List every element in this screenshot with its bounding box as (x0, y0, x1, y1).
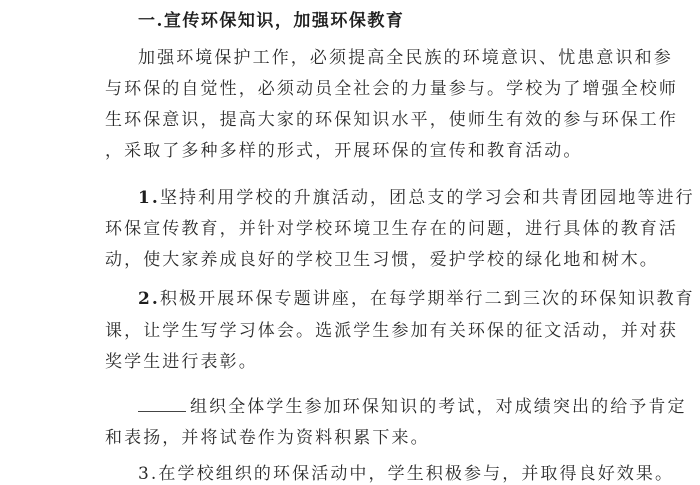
cut-off-line: 3.在学校组织的环保活动中，学生积极参与，并取得良好效果。 (138, 464, 675, 484)
cut-off-line-clip (0, 458, 700, 484)
list-number: 2. (138, 289, 160, 309)
paragraph-line: 与环保的自觉性，必须动员全社会的力量参与。学校为了增强全校师 (105, 79, 678, 99)
paragraph-line: 环保宣传教育，并针对学校环境卫生存在的问题，进行具体的教育活 (105, 219, 678, 239)
paragraph-line: 课，让学生写学习体会。选派学生参加有关环保的征文活动，并对获 (105, 321, 678, 341)
list-text: 坚持利用学校的升旗活动，团总支的学习会和共青团园地等进行 (159, 188, 695, 208)
list-text: 组织全体学生参加环保知识的考试，对成绩突出的给予肯定 (190, 397, 687, 417)
section-heading: 一.宣传环保知识，加强环保教育 (138, 11, 405, 31)
list-item-2-line (138, 288, 695, 310)
list-item-1-line (138, 187, 695, 209)
paragraph-line: 动，使大家养成良好的学校卫生习惯，爱护学校的绿化地和树木。 (105, 250, 659, 270)
paragraph-line: 和表扬，并将试卷作为资料积累下来。 (105, 428, 430, 448)
fill-in-blank (138, 397, 186, 412)
paragraph-line: ，采取了多种多样的形式，开展环保的宣传和教育活动。 (105, 141, 583, 161)
paragraph-line: 生环保意识，提高大家的环保知识水平，使师生有效的参与环保工作 (105, 110, 678, 130)
paragraph-line: 加强环境保护工作，必须提高全民族的环境意识、忧患意识和参 (138, 48, 673, 68)
list-text: 积极开展环保专题讲座，在每学期举行二到三次的环保知识教育 (159, 289, 695, 309)
list-item-3-line (138, 396, 687, 418)
list-number: 1. (138, 188, 160, 208)
paragraph-line: 奖学生进行表彰。 (105, 352, 258, 372)
